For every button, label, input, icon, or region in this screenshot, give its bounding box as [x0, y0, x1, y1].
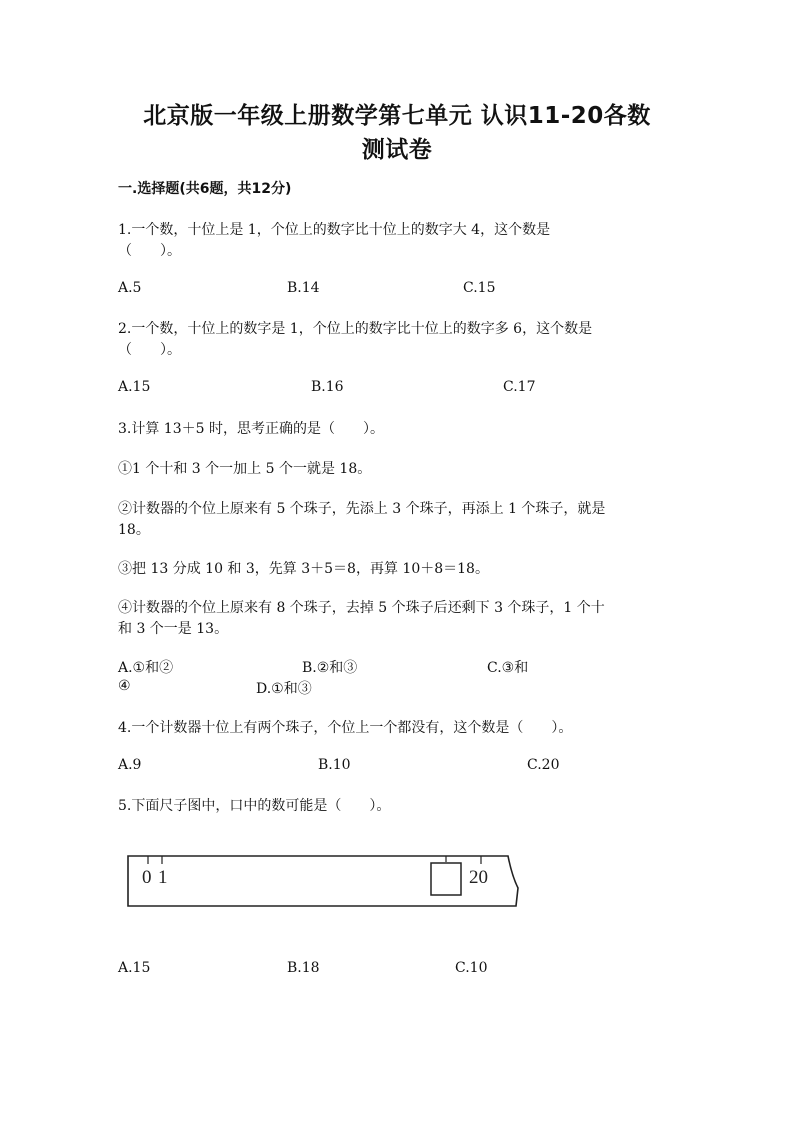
question-1-option-b: B.14 [287, 280, 320, 296]
question-3-statement-1: ①1 个十和 3 个一加上 5 个一就是 18。 [118, 461, 372, 477]
question-2-option-c: C.17 [503, 379, 536, 395]
section-heading: 一.选择题(共6题，共12分) [118, 181, 292, 197]
question-2-stem: 2.一个数，十位上的数字是 1，个位上的数字比十位上的数字多 6，这个数是 [118, 321, 593, 337]
paper-title-line-2: 测试卷 [361, 137, 433, 163]
ruler-label-0: 0 [142, 867, 152, 888]
question-4-stem: 4.一个计数器十位上有两个珠子，个位上一个都没有，这个数是（ ）。 [118, 720, 573, 736]
ruler-label-1: 1 [158, 867, 168, 888]
question-3-option-c: C.③和 [487, 660, 529, 676]
question-3-option-a: A.①和② [118, 660, 174, 676]
question-1-stem: 1.一个数，十位上是 1，个位上的数字比十位上的数字大 4，这个数是 [118, 222, 551, 238]
question-1-option-a: A.5 [118, 280, 142, 296]
question-5-stem: 5.下面尺子图中，口中的数可能是（ ）。 [118, 798, 391, 814]
question-5-option-b: B.18 [287, 960, 320, 976]
question-1-option-c: C.15 [463, 280, 496, 296]
question-4-option-b: B.10 [318, 757, 351, 773]
question-3-option-c-cont: ④ [118, 678, 131, 694]
question-4-option-c: C.20 [527, 757, 560, 773]
question-5-option-a: A.15 [118, 960, 151, 976]
paper-title-line-1: 北京版一年级上册数学第七单元 认识11-20各数 [143, 103, 651, 129]
question-5-option-c: C.10 [455, 960, 488, 976]
ruler-label-20: 20 [469, 867, 488, 888]
question-3-statement-4: ④计数器的个位上原来有 8 个珠子，去掉 5 个珠子后还剩下 3 个珠子，1 个十 [118, 600, 605, 616]
question-3-option-d: D.①和③ [256, 681, 312, 697]
question-3-stem: 3.计算 13＋5 时，思考正确的是（ ）。 [118, 421, 384, 437]
ruler-figure [120, 848, 520, 912]
question-3-statement-2-cont: 18。 [118, 522, 150, 538]
question-2-option-a: A.15 [118, 379, 151, 395]
question-3-statement-2: ②计数器的个位上原来有 5 个珠子，先添上 3 个珠子，再添上 1 个珠子，就是 [118, 501, 606, 517]
question-2-blank: （ ）。 [118, 342, 181, 358]
question-2-option-b: B.16 [311, 379, 344, 395]
question-4-option-a: A.9 [118, 757, 142, 773]
ruler-unknown-box [431, 863, 461, 895]
question-3-statement-4-cont: 和 3 个一是 13。 [118, 621, 229, 637]
question-3-option-b: B.②和③ [302, 660, 358, 676]
question-1-blank: （ ）。 [118, 243, 181, 259]
question-3-statement-3: ③把 13 分成 10 和 3，先算 3＋5＝8，再算 10＋8＝18。 [118, 561, 489, 577]
